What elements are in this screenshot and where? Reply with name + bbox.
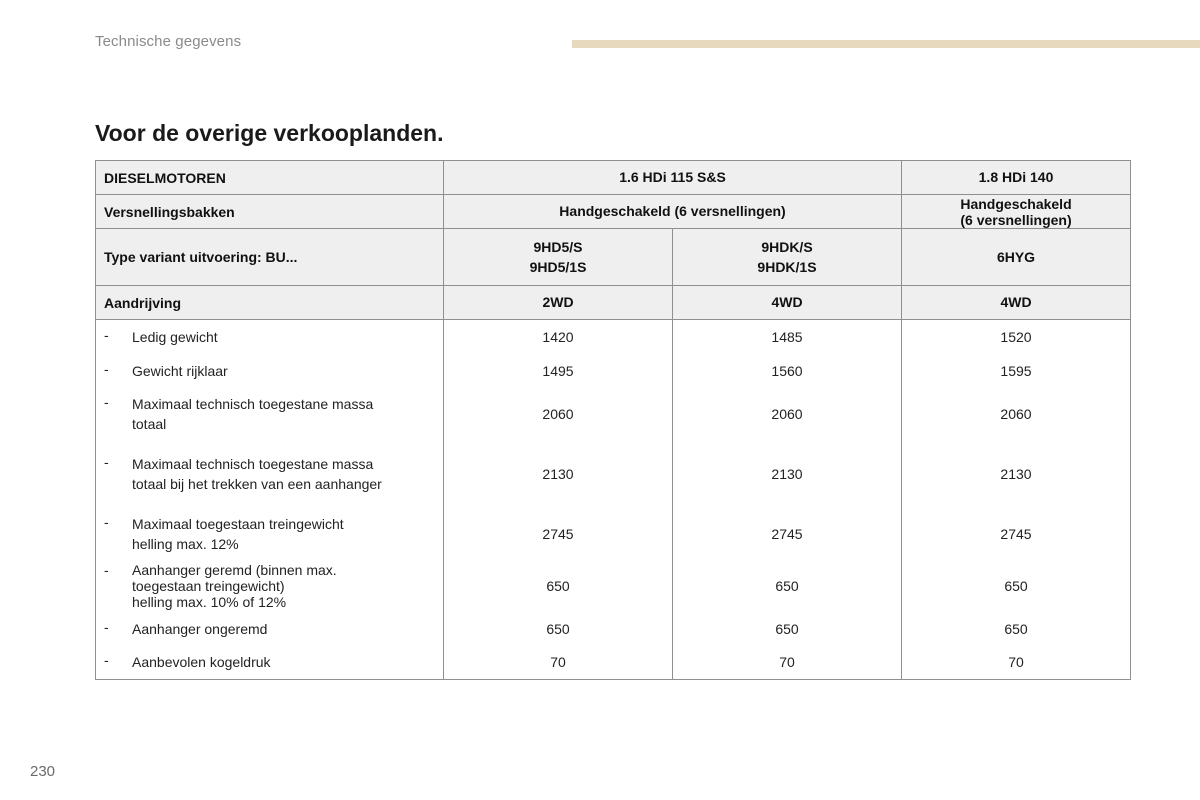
row-label-text (132, 454, 382, 494)
section-label: Technische gegevens (95, 33, 242, 50)
table-row (96, 508, 1131, 560)
table-row (96, 388, 1131, 440)
value-cell: 2060 (673, 388, 902, 440)
drive-label: Aandrijving (96, 286, 444, 320)
label-line: Maximaal technisch toegestane massa (132, 395, 374, 412)
row-label-text (132, 619, 267, 639)
table-row (96, 440, 1131, 508)
value-cell: 2130 (444, 440, 673, 508)
row-label (96, 320, 444, 354)
value-cell: 650 (673, 612, 902, 646)
table-row (96, 612, 1131, 646)
row-label (96, 560, 444, 612)
table-row (96, 646, 1131, 680)
value-cell: 1560 (673, 354, 902, 388)
label-line: helling max. 12% (132, 535, 239, 552)
drive-2: 4WD (673, 286, 902, 320)
label-line: Ledig gewicht (132, 328, 218, 345)
value-cell: 650 (902, 560, 1131, 612)
value-cell: 650 (673, 560, 902, 612)
variant-row (96, 229, 1131, 286)
row-label (96, 508, 444, 560)
value-cell: 650 (902, 612, 1131, 646)
label-line: Aanhanger ongeremd (132, 620, 268, 637)
value-cell: 70 (902, 646, 1131, 680)
row-label-text (132, 562, 337, 610)
value-cell: 70 (673, 646, 902, 680)
label-line: Aanhanger geremd (binnen max. (132, 561, 337, 578)
value-cell: 650 (444, 560, 673, 612)
variant-1-line: 9HD5/1S (529, 259, 587, 275)
engine-label: DIESELMOTOREN (96, 161, 444, 195)
bullet-dash: - (104, 513, 109, 530)
label-line: helling max. 10% of 12% (132, 593, 287, 610)
variant-2-line: 9HDK/1S (757, 259, 817, 275)
gearbox-label: Versnellingsbakken (96, 195, 444, 229)
engine-b: 1.8 HDi 140 (902, 161, 1131, 195)
bullet-dash: - (104, 326, 109, 343)
variant-2 (673, 229, 902, 286)
row-label (96, 646, 444, 680)
row-label-text (132, 394, 373, 434)
specifications-table (95, 160, 1131, 680)
page-title: Voor de overige verkooplanden. (95, 120, 444, 146)
bullet-dash: - (104, 393, 109, 410)
gearbox-b-line: (6 versnellingen) (960, 211, 1072, 228)
page-number: 230 (30, 763, 56, 780)
bullet-dash: - (104, 618, 109, 635)
bullet-dash: - (104, 561, 109, 578)
table-row (96, 560, 1131, 612)
variant-1 (444, 229, 673, 286)
variant-label: Type variant uitvoering: BU... (96, 229, 444, 286)
value-cell: 650 (444, 612, 673, 646)
value-cell: 2060 (902, 388, 1131, 440)
drive-1: 2WD (444, 286, 673, 320)
row-label (96, 388, 444, 440)
value-cell: 1495 (444, 354, 673, 388)
bullet-dash: - (104, 360, 109, 377)
engine-a: 1.6 HDi 115 S&S (444, 161, 902, 195)
label-line: Maximaal toegestaan treingewicht (132, 515, 344, 532)
table-row (96, 354, 1131, 388)
value-cell: 2745 (444, 508, 673, 560)
value-cell: 1485 (673, 320, 902, 354)
label-line: toegestaan treingewicht) (132, 577, 285, 594)
row-label-text (132, 327, 218, 347)
row-label-text (132, 514, 344, 554)
variant-3: 6HYG (902, 229, 1131, 286)
drive-row (96, 286, 1131, 320)
value-cell: 1520 (902, 320, 1131, 354)
value-cell: 2745 (902, 508, 1131, 560)
label-line: totaal bij het trekken van een aanhanger (132, 475, 382, 492)
gearbox-a: Handgeschakeld (6 versnellingen) (444, 195, 902, 229)
engine-header-row (96, 161, 1131, 195)
value-cell: 2060 (444, 388, 673, 440)
bullet-dash: - (104, 453, 109, 470)
gearbox-b (902, 195, 1131, 229)
value-cell: 70 (444, 646, 673, 680)
variant-2-line: 9HDK/S (761, 239, 813, 255)
row-label-text (132, 652, 271, 672)
value-cell: 1595 (902, 354, 1131, 388)
gearbox-b-line: Handgeschakeld (960, 195, 1072, 212)
value-cell: 1420 (444, 320, 673, 354)
bullet-dash: - (104, 652, 109, 669)
row-label-text (132, 361, 228, 381)
gearbox-row (96, 195, 1131, 229)
row-label (96, 612, 444, 646)
label-line: Gewicht rijklaar (132, 362, 228, 379)
value-cell: 2745 (673, 508, 902, 560)
value-cell: 2130 (673, 440, 902, 508)
header-accent-bar (572, 40, 1200, 48)
variant-1-line: 9HD5/S (533, 239, 583, 255)
value-cell: 2130 (902, 440, 1131, 508)
label-line: totaal (132, 415, 167, 432)
row-label (96, 440, 444, 508)
table-row (96, 320, 1131, 354)
row-label (96, 354, 444, 388)
label-line: Aanbevolen kogeldruk (132, 654, 271, 671)
label-line: Maximaal technisch toegestane massa (132, 455, 374, 472)
drive-3: 4WD (902, 286, 1131, 320)
